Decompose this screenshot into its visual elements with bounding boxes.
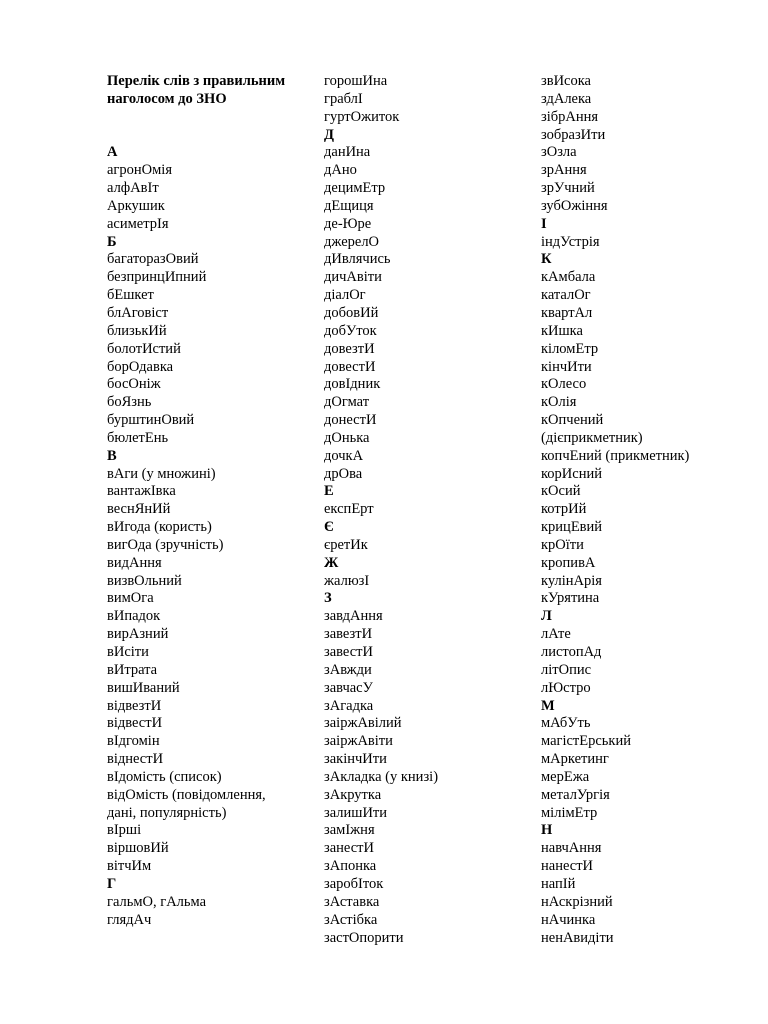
letter-heading: Л	[541, 608, 552, 625]
word-entry: завезтИ	[324, 626, 373, 643]
column-2	[324, 73, 519, 947]
word-entry: зрАння	[541, 162, 587, 179]
word-entry: багаторазОвий	[107, 251, 199, 268]
word-entry: зАкрутка	[324, 786, 382, 803]
word-entry: вишИваний	[107, 679, 180, 696]
word-entry: заробІток	[324, 875, 384, 892]
word-entry: крОїти	[541, 536, 584, 553]
word-entry: дАно	[324, 162, 357, 179]
word-entry: довІдник	[324, 376, 381, 393]
word-entry: джерелО	[324, 233, 380, 250]
letter-heading: Г	[107, 875, 117, 892]
word-entry: вітчИм	[107, 858, 152, 875]
word-entry: вІдгомін	[107, 733, 160, 750]
letter-heading: К	[541, 251, 552, 268]
word-entry: котрИй	[541, 501, 587, 518]
word-entry: зАкладка (у книзі)	[324, 768, 439, 785]
word-entry: кіломЕтр	[541, 340, 599, 357]
word-entry: нанестИ	[541, 858, 593, 875]
word-entry: дичАвіти	[324, 269, 382, 286]
word-entry: ненАвидіти	[541, 929, 614, 946]
word-entry: визвОльний	[107, 572, 182, 589]
word-entry: видАння	[107, 554, 162, 571]
word-entry: кИшка	[541, 322, 583, 339]
word-entry: зрУчний	[541, 180, 595, 197]
word-entry: боЯзнь	[107, 394, 152, 411]
word-entry: гальмО, гАльма	[107, 893, 207, 910]
word-entry: індУстрія	[541, 233, 600, 250]
word-entry: мілімЕтр	[541, 804, 598, 821]
word-entry: зОзла	[541, 144, 577, 161]
word-entry: (дієприкметник)	[541, 429, 643, 446]
word-entry: нАчинка	[541, 911, 596, 928]
word-entry: металУргія	[541, 786, 610, 803]
word-entry: зобразИти	[541, 126, 606, 143]
word-entry: віршовИй	[107, 840, 169, 857]
word-entry: зАпонка	[324, 858, 377, 875]
word-entry: Аркушик	[107, 197, 165, 214]
word-entry: кулінАрія	[541, 572, 602, 589]
word-entry: занестИ	[324, 840, 374, 857]
word-entry: болотИстий	[107, 340, 181, 357]
letter-heading: Е	[324, 483, 334, 500]
word-entry: каталОг	[541, 287, 591, 304]
word-entry: горошИна	[324, 73, 388, 89]
word-entry: зАгадка	[324, 697, 374, 714]
word-entry: звИсока	[541, 73, 591, 89]
word-entry: залишИти	[324, 804, 388, 821]
column-1	[107, 73, 292, 930]
word-entry: мАркетинг	[541, 751, 609, 768]
word-entry: вимОга	[107, 590, 154, 607]
word-entry: копчЕний (прикметник)	[541, 447, 690, 464]
word-entry: довестИ	[324, 358, 376, 375]
word-entry: застОпорити	[324, 929, 404, 946]
word-entry: де-Юре	[324, 215, 372, 232]
word-entry: зАвжди	[324, 661, 372, 678]
word-entry: вирАзний	[107, 626, 169, 643]
letter-heading: Ж	[324, 554, 339, 571]
word-entry: експЕрт	[324, 501, 374, 518]
word-entry: кОлія	[541, 394, 577, 411]
letter-heading: Є	[324, 519, 334, 536]
word-entry: замІжня	[324, 822, 375, 839]
word-entry: зАстібка	[324, 911, 378, 928]
letter-heading: М	[541, 697, 555, 714]
word-entry: босОніж	[107, 376, 161, 393]
word-entry: лЮстро	[541, 679, 591, 696]
word-entry: зібрАння	[541, 108, 599, 125]
word-entry: крицЕвий	[541, 519, 603, 536]
word-entry: завдАння	[324, 608, 383, 625]
letter-heading: І	[541, 215, 547, 232]
word-entry: кінчИти	[541, 358, 592, 375]
word-entry: віднестИ	[107, 751, 164, 768]
word-entry: вИгода (користь)	[107, 519, 212, 536]
word-entry: відвезтИ	[107, 697, 162, 714]
word-entry: нАскрізний	[541, 893, 613, 910]
word-entry: навчАння	[541, 840, 602, 857]
word-entry: гуртОжиток	[324, 108, 400, 125]
word-entry: дЕщиця	[324, 197, 374, 214]
word-entry: заіржАвіти	[324, 733, 393, 750]
word-entry: борОдавка	[107, 358, 174, 375]
letter-heading: Н	[541, 822, 553, 839]
word-entry: здАлека	[541, 90, 592, 107]
word-entry: дрОва	[324, 465, 363, 482]
word-entry: кУрятина	[541, 590, 600, 607]
word-entry: дИвлячись	[324, 251, 391, 268]
word-entry: глядАч	[107, 911, 152, 928]
word-entry: заіржАвілий	[324, 715, 402, 732]
word-list-column-3	[541, 73, 741, 947]
word-entry: добовИй	[324, 304, 379, 321]
word-entry: близькИй	[107, 322, 167, 339]
word-entry: вИсіти	[107, 644, 149, 660]
word-entry: напІй	[541, 875, 576, 892]
word-entry: агронОмія	[107, 162, 172, 179]
word-entry: довезтИ	[324, 340, 375, 357]
word-entry: блАговіст	[107, 304, 169, 321]
word-entry: кОлесо	[541, 376, 587, 393]
word-entry: лАте	[541, 626, 571, 643]
word-entry: добУток	[324, 322, 377, 339]
letter-heading: Б	[107, 233, 117, 250]
word-entry: бюлетЕнь	[107, 429, 169, 446]
word-entry: квартАл	[541, 304, 593, 321]
word-entry: безпринцИпний	[107, 269, 207, 286]
word-entry: вІрші	[107, 822, 142, 839]
word-entry: кропивА	[541, 554, 596, 571]
word-entry: кАмбала	[541, 269, 596, 286]
word-entry: зАставка	[324, 893, 380, 910]
word-entry: дочкА	[324, 447, 364, 464]
word-entry: вАги (у множині)	[107, 465, 216, 482]
word-list-column-2	[324, 73, 519, 947]
letter-heading: В	[107, 447, 117, 464]
word-entry: відОмість (повідомлення, дані, популярність)	[107, 786, 266, 821]
word-entry: діалОг	[324, 287, 366, 304]
letter-heading: А	[107, 144, 118, 161]
word-entry: веснЯнИй	[107, 501, 171, 518]
word-entry: вантажІвка	[107, 483, 176, 500]
word-entry: листопАд	[541, 644, 602, 660]
document-title: Перелік слів з правильним наголосом до ЗНО	[107, 73, 286, 107]
word-entry: бурштинОвий	[107, 412, 195, 429]
word-entry: вИтрата	[107, 661, 158, 678]
word-list-column-1	[107, 144, 292, 929]
word-entry: корИсний	[541, 465, 602, 482]
word-entry: граблІ	[324, 90, 363, 107]
word-entry: завестИ	[324, 644, 373, 660]
word-entry: данИна	[324, 144, 371, 161]
word-entry: алфАвІт	[107, 180, 159, 197]
letter-heading: З	[324, 590, 332, 607]
word-entry: вИпадок	[107, 608, 161, 625]
word-entry: бЕшкет	[107, 287, 154, 304]
word-entry: єретИк	[324, 536, 368, 553]
word-entry: вигОда (зручність)	[107, 536, 224, 553]
word-entry: магістЕрський	[541, 733, 631, 750]
word-entry: вІдомість (список)	[107, 768, 222, 785]
word-entry: децимЕтр	[324, 180, 386, 197]
word-entry: зубОжіння	[541, 197, 608, 214]
word-entry: відвестИ	[107, 715, 163, 732]
word-entry: асиметрІя	[107, 215, 169, 232]
word-entry: жалюзІ	[324, 572, 370, 589]
word-entry: донестИ	[324, 412, 377, 429]
word-entry: завчасУ	[324, 679, 373, 696]
word-entry: кОсий	[541, 483, 581, 500]
word-entry: закінчИти	[324, 751, 387, 768]
word-entry: дОгмат	[324, 394, 370, 411]
word-entry: мАбУть	[541, 715, 591, 732]
word-entry: кОпчений	[541, 412, 604, 429]
column-3	[541, 73, 741, 947]
word-entry: мерЕжа	[541, 768, 590, 785]
word-entry: літОпис	[541, 661, 592, 678]
word-entry: дОнька	[324, 429, 370, 446]
letter-heading: Д	[324, 126, 334, 143]
